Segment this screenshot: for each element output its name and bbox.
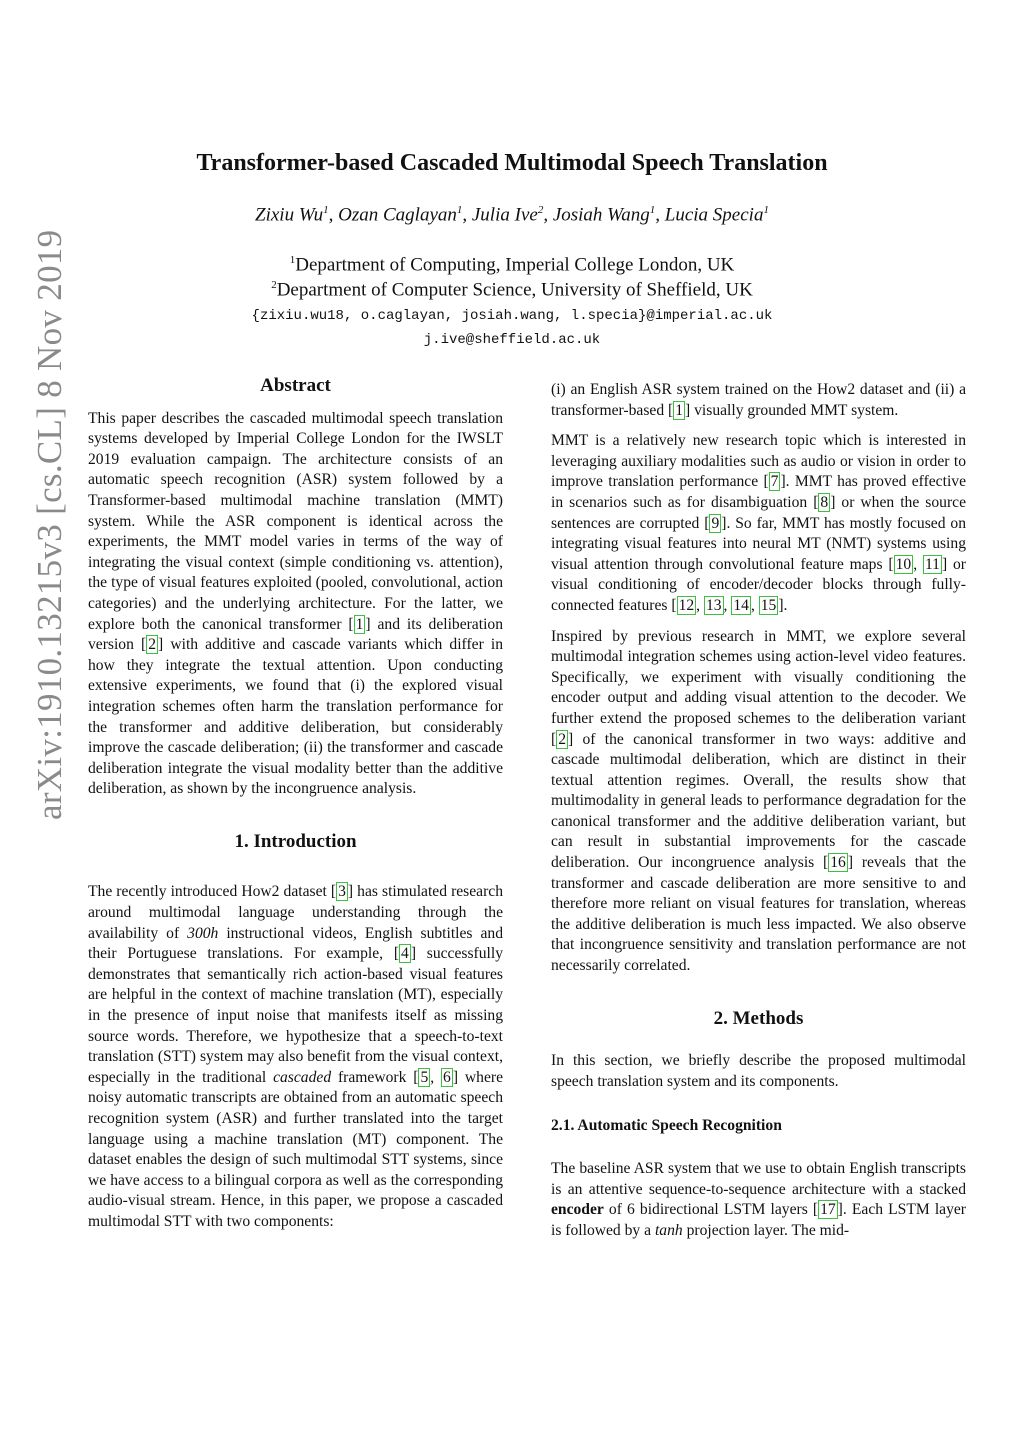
citation-link[interactable]: 7 (770, 473, 779, 491)
citation-link[interactable]: 4 (401, 945, 409, 963)
citation-link[interactable]: 5 (420, 1068, 429, 1086)
citation-link[interactable]: 1 (675, 401, 684, 419)
citation-link[interactable]: 13 (705, 596, 722, 614)
arxiv-stamp: arXiv:1910.13215v3 [cs.CL] 8 Nov 2019 (30, 229, 69, 820)
author-name: Lucia Specia (664, 204, 764, 226)
abstract-heading: Abstract (260, 375, 331, 396)
citation-link[interactable]: 9 (711, 514, 720, 532)
author-name: Josiah Wang (552, 204, 650, 226)
abstract-text: This paper describes the cascaded multimodal speech translation systems developed by Imperial College London for the IWSLT 2019 evaluation campaign. The architecture consists of an automatic speech recognition (ASR) system followed by a Transformer-based multimodal machine translation (MMT) system. While the ASR component is identical across the experiments, the MMT model varies in terms of the way of integrating the visual context (simple conditioning vs. attention), the type of visual features exploited (pooled, convolutional, action categories) and the underlying architecture. For the latter, we explore both the canonical transformer [ 1 ] and its deliberation version [ 2 ] with additive and cascade variants which differ in how they integrate the textual attention. Upon conducting extensive experiments, we found that (i) the explored visual integration schemes often harm the translation performance for the transformer and additive deliberation, but considerably improve the cascade deliberation; (ii) the transformer and cascade deliberation integrate the visual modality better than the additive deliberation, as shown by the incongruence analysis. (88, 409, 504, 798)
citation-link[interactable]: 3 (338, 883, 346, 901)
paper-title: Transformer-based Cascaded Multimodal Speech Translation (196, 150, 828, 176)
author-affiliation-mark: 1 (456, 204, 463, 216)
asr-paragraph: The baseline ASR system that we use to obtain English transcripts is an attentive sequence-to-sequence architecture with a stacked encoder of 6 bidirectional LSTM layers [ 17 ]. Each LSTM layer is followed by a tanh projection layer. The mid- (551, 1160, 967, 1239)
citation-link[interactable]: 17 (820, 1201, 836, 1219)
affiliation-2: $^2$Department of Computer Science, University of Sheffield, UK (271, 279, 753, 301)
citation-link[interactable]: 11 (924, 555, 940, 573)
intro-continued-text: (i) an English ASR system trained on the How2 dataset and (ii) a transformer-based [ 1 ] visually grounded MMT system. (551, 381, 966, 419)
citation-link[interactable]: 1 (355, 615, 364, 633)
citation-link[interactable]: 14 (733, 596, 749, 614)
author-name: Ozan Caglayan (338, 204, 457, 226)
email-line-1: {zixiu.wu18, o.caglayan, josiah.wang, l.specia}@imperial.ac.uk (251, 308, 773, 324)
citation-link[interactable]: 2 (148, 636, 157, 654)
author-affiliation-mark: 1 (649, 204, 656, 216)
right-column (551, 380, 966, 1251)
author-name: Julia Ive (471, 204, 538, 226)
citation-link[interactable]: 8 (820, 493, 829, 511)
citation-link[interactable]: 16 (830, 854, 846, 872)
asr-subsection-heading: 2.1. Automatic Speech Recognition (551, 1117, 782, 1135)
citation-link[interactable]: 10 (895, 555, 912, 573)
author-affiliation-mark: 1 (323, 204, 329, 216)
methods-intro-text: In this section, we briefly describe the proposed multimodal speech translation system and its components. (551, 1052, 966, 1090)
mmt-paragraph: MMT is a relatively new research topic which is interested in leveraging auxiliary modalities such as audio or vision in order to improve translation performance [ 7 ]. MMT has proved effective in scenarios such as for disambiguation [ 8 ] or when the source sentences are corrupted [ 9 ]. So far, MMT has mostly focused on integrating visual features into neural MT (NMT) systems using visual attention through convolutional feature maps [ 10 , 11 ] or visual conditioning of encoder/decoder blocks through fully-connected features [ 12 , 13 , 14 , 15 ]. (551, 432, 966, 614)
left-column (88, 375, 504, 1243)
author-affiliation-mark: 1 (763, 204, 769, 216)
citation-link[interactable]: 12 (678, 596, 695, 614)
author-list: Zixiu Wu$^1$, Ozan Caglayan$^1$, Julia Ive$^2$, Josiah Wang$^1$, Lucia Specia$^1$ (255, 204, 769, 226)
affiliation-1: $^1$Department of Computing, Imperial College London, UK (289, 254, 735, 276)
citation-link[interactable]: 2 (558, 730, 566, 748)
email-line-2: j.ive@sheffield.ac.uk (423, 332, 601, 348)
introduction-text: The recently introduced How2 dataset [ 3 ] has stimulated research around multimodal language understanding through the availability of 300h instructional videos, English subtitles and their Portuguese translations. For example, [ 4 ] successfully demonstrates that semantically rich action-based visual features are helpful in the context of machine translation (MT), especially in the presence of input noise that manifests itself as missing source words. Therefore, we hypothesize that a speech-to-text translation (STT) system may also benefit from the visual context, especially in the traditional cascaded framework [ 5 , 6 ] where noisy automatic transcripts are obtained from an automatic speech recognition system (ASR) and further translated into the target language using a machine translation (MT) component. The dataset enables the design of such multimodal STT systems, since we have access to a bilingual corpora as well as the corresponding audio-visual stream. Hence, in this paper, we propose a cascaded multimodal STT with two components: (88, 883, 504, 1230)
introduction-heading: 1. Introduction (234, 830, 357, 852)
author-affiliation-mark: 2 (537, 204, 544, 216)
citation-link[interactable]: 6 (443, 1068, 451, 1086)
author-name: Zixiu Wu (255, 204, 324, 226)
citation-link[interactable]: 15 (760, 596, 777, 614)
methods-heading: 2. Methods (713, 1007, 804, 1029)
inspired-paragraph: Inspired by previous research in MMT, we explore several multimodal integration schemes using action-level video features. Specifically, we experiment with visually conditioning the encoder output and adding visual attention to the decoder. We further extend the proposed schemes to the deliberation variant [ 2 ] of the canonical transformer in two ways: additive and cascade multimodal deliberation, which are distinct in their textual attention regimes. Overall, the results show that multimodality in general leads to performance degradation for the canonical transformer and the additive deliberation variant, but can result in substantial improvements for the cascade deliberation. Our incongruence analysis [ 16 ] reveals that the transformer and cascade deliberation are more sensitive to and therefore more reliant on visual features for translation, whereas the additive deliberation is much less impacted. We also observe that incongruence sensitivity and translation performance are not necessarily correlated. (551, 627, 966, 975)
